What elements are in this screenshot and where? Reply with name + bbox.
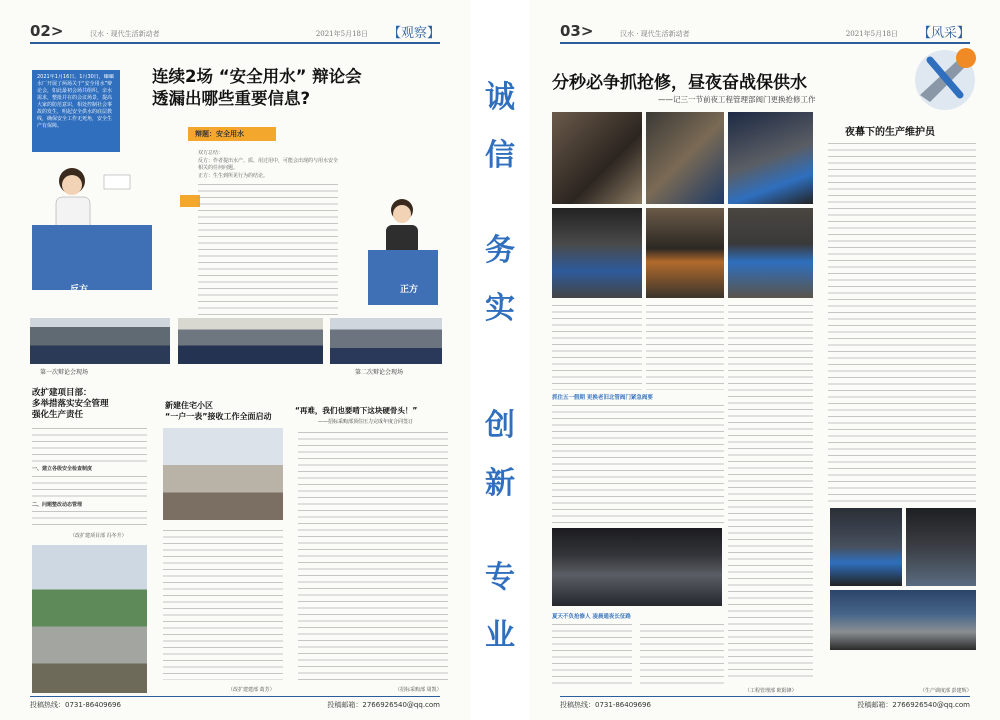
repair-photo-3	[728, 112, 813, 204]
wrench-icon	[900, 40, 990, 115]
col2-byline: （改扩建建部 葛芳）	[228, 687, 275, 693]
col1-lines-b	[32, 476, 147, 500]
col1-lines-c	[32, 511, 147, 528]
paper-name: 汉水 · 现代生活新动者	[620, 30, 690, 38]
repair-photo-6	[728, 208, 813, 298]
col1-sub1: 一、建立各级安全检查制度	[32, 466, 93, 472]
issue-date: 2021年5月18日	[845, 30, 898, 38]
repair-photo-5	[646, 208, 724, 298]
intro-box	[32, 70, 120, 152]
col1-body	[32, 428, 147, 528]
right-main-title: 分秒必争抓抢修，昼夜奋战保供水	[552, 73, 807, 93]
article-col-f	[640, 624, 724, 684]
side-photo-1	[830, 508, 902, 586]
article-lines-b	[646, 305, 724, 390]
footer-email: 投稿邮箱：2766926540@qq.com	[857, 701, 970, 709]
slogan-char-7: 专	[485, 560, 515, 595]
col1-title-line2: 多举措落实安全管理	[32, 399, 109, 409]
intro-text: 2021年1月16日、1月30日，蛐蛐水厂开展了两场关于“安全用水”辩论会，如此最初会场共组织、亲水需求，整批并在的会议场景，提高大家的防范意识，相处控制社会事故的发生，明起安全供水的底层教线，确保安全工作无死角，安全生产有保障。	[37, 74, 114, 129]
photo-caption-1: 第一次辩论会现场	[40, 369, 89, 376]
section-name: 【风采】	[917, 26, 970, 41]
col3-subtitle: ——招标采购部顶住压力完成年度合同签订	[318, 419, 414, 425]
right-main-subtitle: ——记三一节前夜工程管理部阀门更换抢修工作	[658, 95, 816, 104]
right-page	[530, 0, 1000, 720]
section-heading-1: 抓住五一假期 更换老旧北管阀门紧急阀要	[552, 395, 653, 401]
article-lines-d	[552, 405, 724, 523]
slogan-char-4: 实	[485, 291, 515, 326]
article-lines-a	[552, 305, 642, 390]
col1-photo	[32, 545, 147, 693]
debate-topic: 辩题：安全用水	[195, 130, 244, 138]
con-label: 反方	[70, 285, 89, 295]
article-lines-c	[728, 305, 813, 680]
article-lines-e	[552, 624, 632, 684]
repair-photo-2	[646, 112, 724, 204]
main-title	[152, 66, 452, 110]
debate-photo-2	[178, 318, 323, 364]
col2-lines	[163, 530, 283, 680]
col3-body	[298, 432, 448, 682]
col1-byline: （改扩建项目部 冯冬升）	[70, 533, 127, 539]
slogan-char-8: 业	[485, 618, 515, 653]
pro-label: 正方	[400, 285, 419, 295]
repair-photo-1	[552, 112, 642, 204]
article-lines-f	[640, 624, 724, 684]
left-page-header	[30, 22, 440, 44]
slogan-char-3: 务	[485, 233, 515, 268]
article-byline: （工程管理部 欧阳锋）	[745, 688, 797, 694]
page-number: 03>	[560, 22, 594, 40]
col2-title	[165, 400, 272, 422]
side-photo-3	[830, 590, 976, 650]
left-page-footer	[30, 696, 440, 710]
col1-sub2: 二、问题整改动态管理	[32, 501, 83, 508]
col3-lines	[298, 432, 448, 682]
section-name: 【观察】	[387, 26, 440, 41]
col2-photo	[163, 428, 283, 520]
section-heading-2: 夏天不负抢修人 凌晨通夜长征路	[552, 614, 631, 620]
repair-photo-4	[552, 208, 642, 298]
main-body-summary: 双方总结： 反方：作者提出水产、质、用过用中，可能会出现的与用水安全相关的任何问题。 正方：生生到所见行为的结论。	[198, 150, 338, 179]
col1-title	[32, 388, 109, 421]
col1-title-line3: 强化生产责任	[32, 410, 84, 420]
col1-lines-a	[32, 428, 147, 464]
article-col-c	[728, 305, 813, 680]
col2-body	[163, 530, 283, 680]
article-col-a	[552, 305, 642, 390]
side-title: 夜幕下的生产维护员	[845, 127, 935, 138]
side-byline: （生产调度部 彭建辉）	[920, 688, 972, 694]
col1-title-line1: 改扩建项目部：	[32, 388, 92, 398]
issue-date: 2021年5月18日	[315, 30, 368, 38]
debate-photo-3	[330, 318, 442, 364]
article-photo	[552, 528, 722, 606]
slogan-char-5: 创	[485, 408, 515, 443]
main-title-line1: 连续2场 “安全用水” 辩论会	[152, 67, 362, 86]
paper-name: 汉水 · 现代生活新动者	[90, 30, 160, 38]
main-body-lines	[198, 184, 338, 315]
slogan-char-6: 新	[485, 466, 515, 501]
article-col-e	[552, 624, 632, 684]
article-col-b	[646, 305, 724, 390]
col3-byline: （招标采购部 周凯）	[395, 687, 442, 693]
side-body	[828, 143, 976, 503]
page-number: 02>	[30, 22, 64, 40]
slogan-char-1: 诚	[485, 80, 515, 115]
footer-phone: 投稿热线：0731-86409696	[30, 701, 121, 709]
right-page-footer	[560, 696, 970, 710]
footer-phone: 投稿热线：0731-86409696	[560, 701, 651, 709]
side-photo-2	[906, 508, 976, 586]
debate-photo-1	[30, 318, 170, 364]
photo-caption-2: 第二次辩论会现场	[355, 369, 404, 376]
main-body-text	[198, 150, 338, 315]
side-lines	[828, 143, 976, 503]
col2-title-line2: “一户一表”接收工作全面启动	[165, 412, 272, 421]
col2-title-line1: 新建住宅小区	[165, 401, 213, 410]
slogan-char-2: 信	[485, 138, 515, 173]
footer-email: 投稿邮箱：2766926540@qq.com	[327, 701, 440, 709]
main-title-line2: 透漏出哪些重要信息?	[152, 89, 311, 108]
article-col-d	[552, 405, 724, 523]
left-page	[0, 0, 470, 720]
col3-title: “再难，我们也要啃下这块硬骨头！”	[295, 406, 418, 415]
